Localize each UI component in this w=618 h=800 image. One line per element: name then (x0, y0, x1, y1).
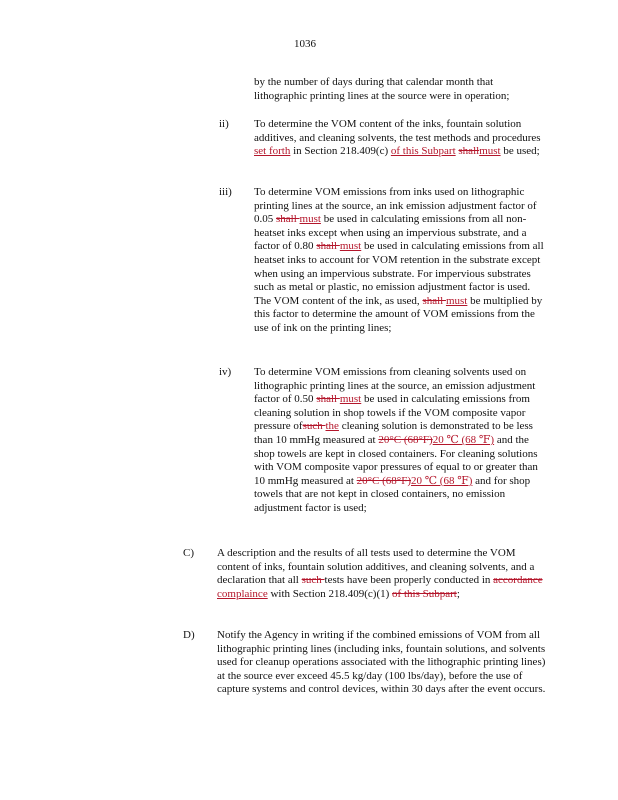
section-text (217, 629, 547, 697)
deleted-text: shall (276, 213, 300, 226)
page-number: 1036 (294, 38, 316, 50)
section-label: D) (183, 629, 195, 641)
inserted-text: of this Subpart (390, 145, 456, 158)
inserted-text: the (325, 420, 339, 433)
deleted-text: shall (458, 145, 480, 158)
inserted-text: complaince (217, 587, 268, 600)
deleted-text: of this Subpart (392, 587, 457, 600)
text-run: be used; (500, 145, 540, 158)
deleted-text: shall (422, 294, 446, 307)
deleted-text: shall (316, 240, 340, 253)
inserted-text: must (339, 240, 362, 253)
text-run: with Section 218.409(c)(1) (267, 587, 393, 600)
text-run: A description and the results of all tests used to determine the VOM content of inks, fountain solution additives, and cleaning solvents, and a declaration that all (217, 547, 535, 587)
text-run: and for shop towels that are not kept in closed containers, no emission adjustment factor is used; (254, 474, 531, 514)
item-text (254, 118, 544, 159)
text-run: and the shop towels are kept in closed containers. For cleaning solutions with VOM composite vapor pressures of equal to or greater than 10 mmHg measured at (254, 433, 538, 487)
inserted-text: must (479, 145, 501, 158)
text-run: To determine VOM emissions from cleaning solvents used on lithographic printing lines at the source, an emission adjustment factor of 0.50 (254, 366, 536, 406)
section-label: C) (183, 547, 194, 559)
text-run: cleaning solution is demonstrated to be less than 10 mmHg measured at (254, 420, 533, 446)
text-run: be used in calculating emissions from cleaning solution in shop towels if the VOM composite vapor pressure of (254, 393, 530, 433)
text-run: To determine the VOM content of the inks, fountain solution additives, and cleaning solvents, the test methods and procedures (254, 118, 541, 144)
item-label: iv) (219, 366, 232, 378)
inserted-text: must (339, 393, 362, 406)
inserted-text: 20 ℃ (68 ℉) (411, 474, 473, 487)
deleted-text: such (301, 574, 325, 587)
deleted-text: 20°C (68°F) (356, 474, 411, 487)
text-run: in Section 218.409(c) (290, 145, 391, 158)
text-run: be used in calculating emissions from all non-heatset inks except when using an impervious substrate, and a factor of 0.80 (254, 213, 527, 253)
deleted-text: such (302, 420, 326, 433)
inserted-text: must (299, 213, 321, 226)
deleted-text: 20°C (68°F) (378, 433, 433, 446)
deleted-text: shall (316, 393, 340, 406)
section-text (217, 547, 547, 601)
intro-paragraph: by the number of days during that calendar month that lithographic printing lines at the source were in operation; (254, 76, 510, 102)
text-run: tests have been properly conducted in (324, 574, 494, 587)
text-run: ; (456, 587, 460, 600)
text-run: be used in calculating emissions from all heatset inks to account for VOM retention in the substrate except when using an impervious substrate. For impervious substrates such as metal or plastic, no emission adjustment factor is used. The VOM content of the ink, as used, (254, 240, 544, 307)
item-label: ii) (219, 118, 229, 130)
text-run: be multiplied by this factor to determine the amount of VOM emissions from the use of ink on the printing lines; (254, 294, 543, 334)
text-run: Notify the Agency in writing if the combined emissions of VOM from all lithographic printing lines (including inks, fountain solutions, and solvents used for cleanup operations associated with the lithographic printing lines) at the source ever exceed 45.5 kg/day (100 lbs/day), before the use of capture systems and control devices, within 30 days after the event occurs. (217, 629, 546, 696)
inserted-text: set forth (254, 145, 291, 158)
item-text (254, 366, 544, 516)
item-label: iii) (219, 186, 232, 198)
text-run: To determine VOM emissions from inks used on lithographic printing lines at the source, an ink emission adjustment factor of 0.05 (254, 186, 537, 226)
deleted-text: accordance (493, 574, 543, 587)
item-text (254, 186, 544, 336)
inserted-text: 20 ℃ (68 ℉) (432, 433, 495, 446)
inserted-text: must (445, 294, 468, 307)
